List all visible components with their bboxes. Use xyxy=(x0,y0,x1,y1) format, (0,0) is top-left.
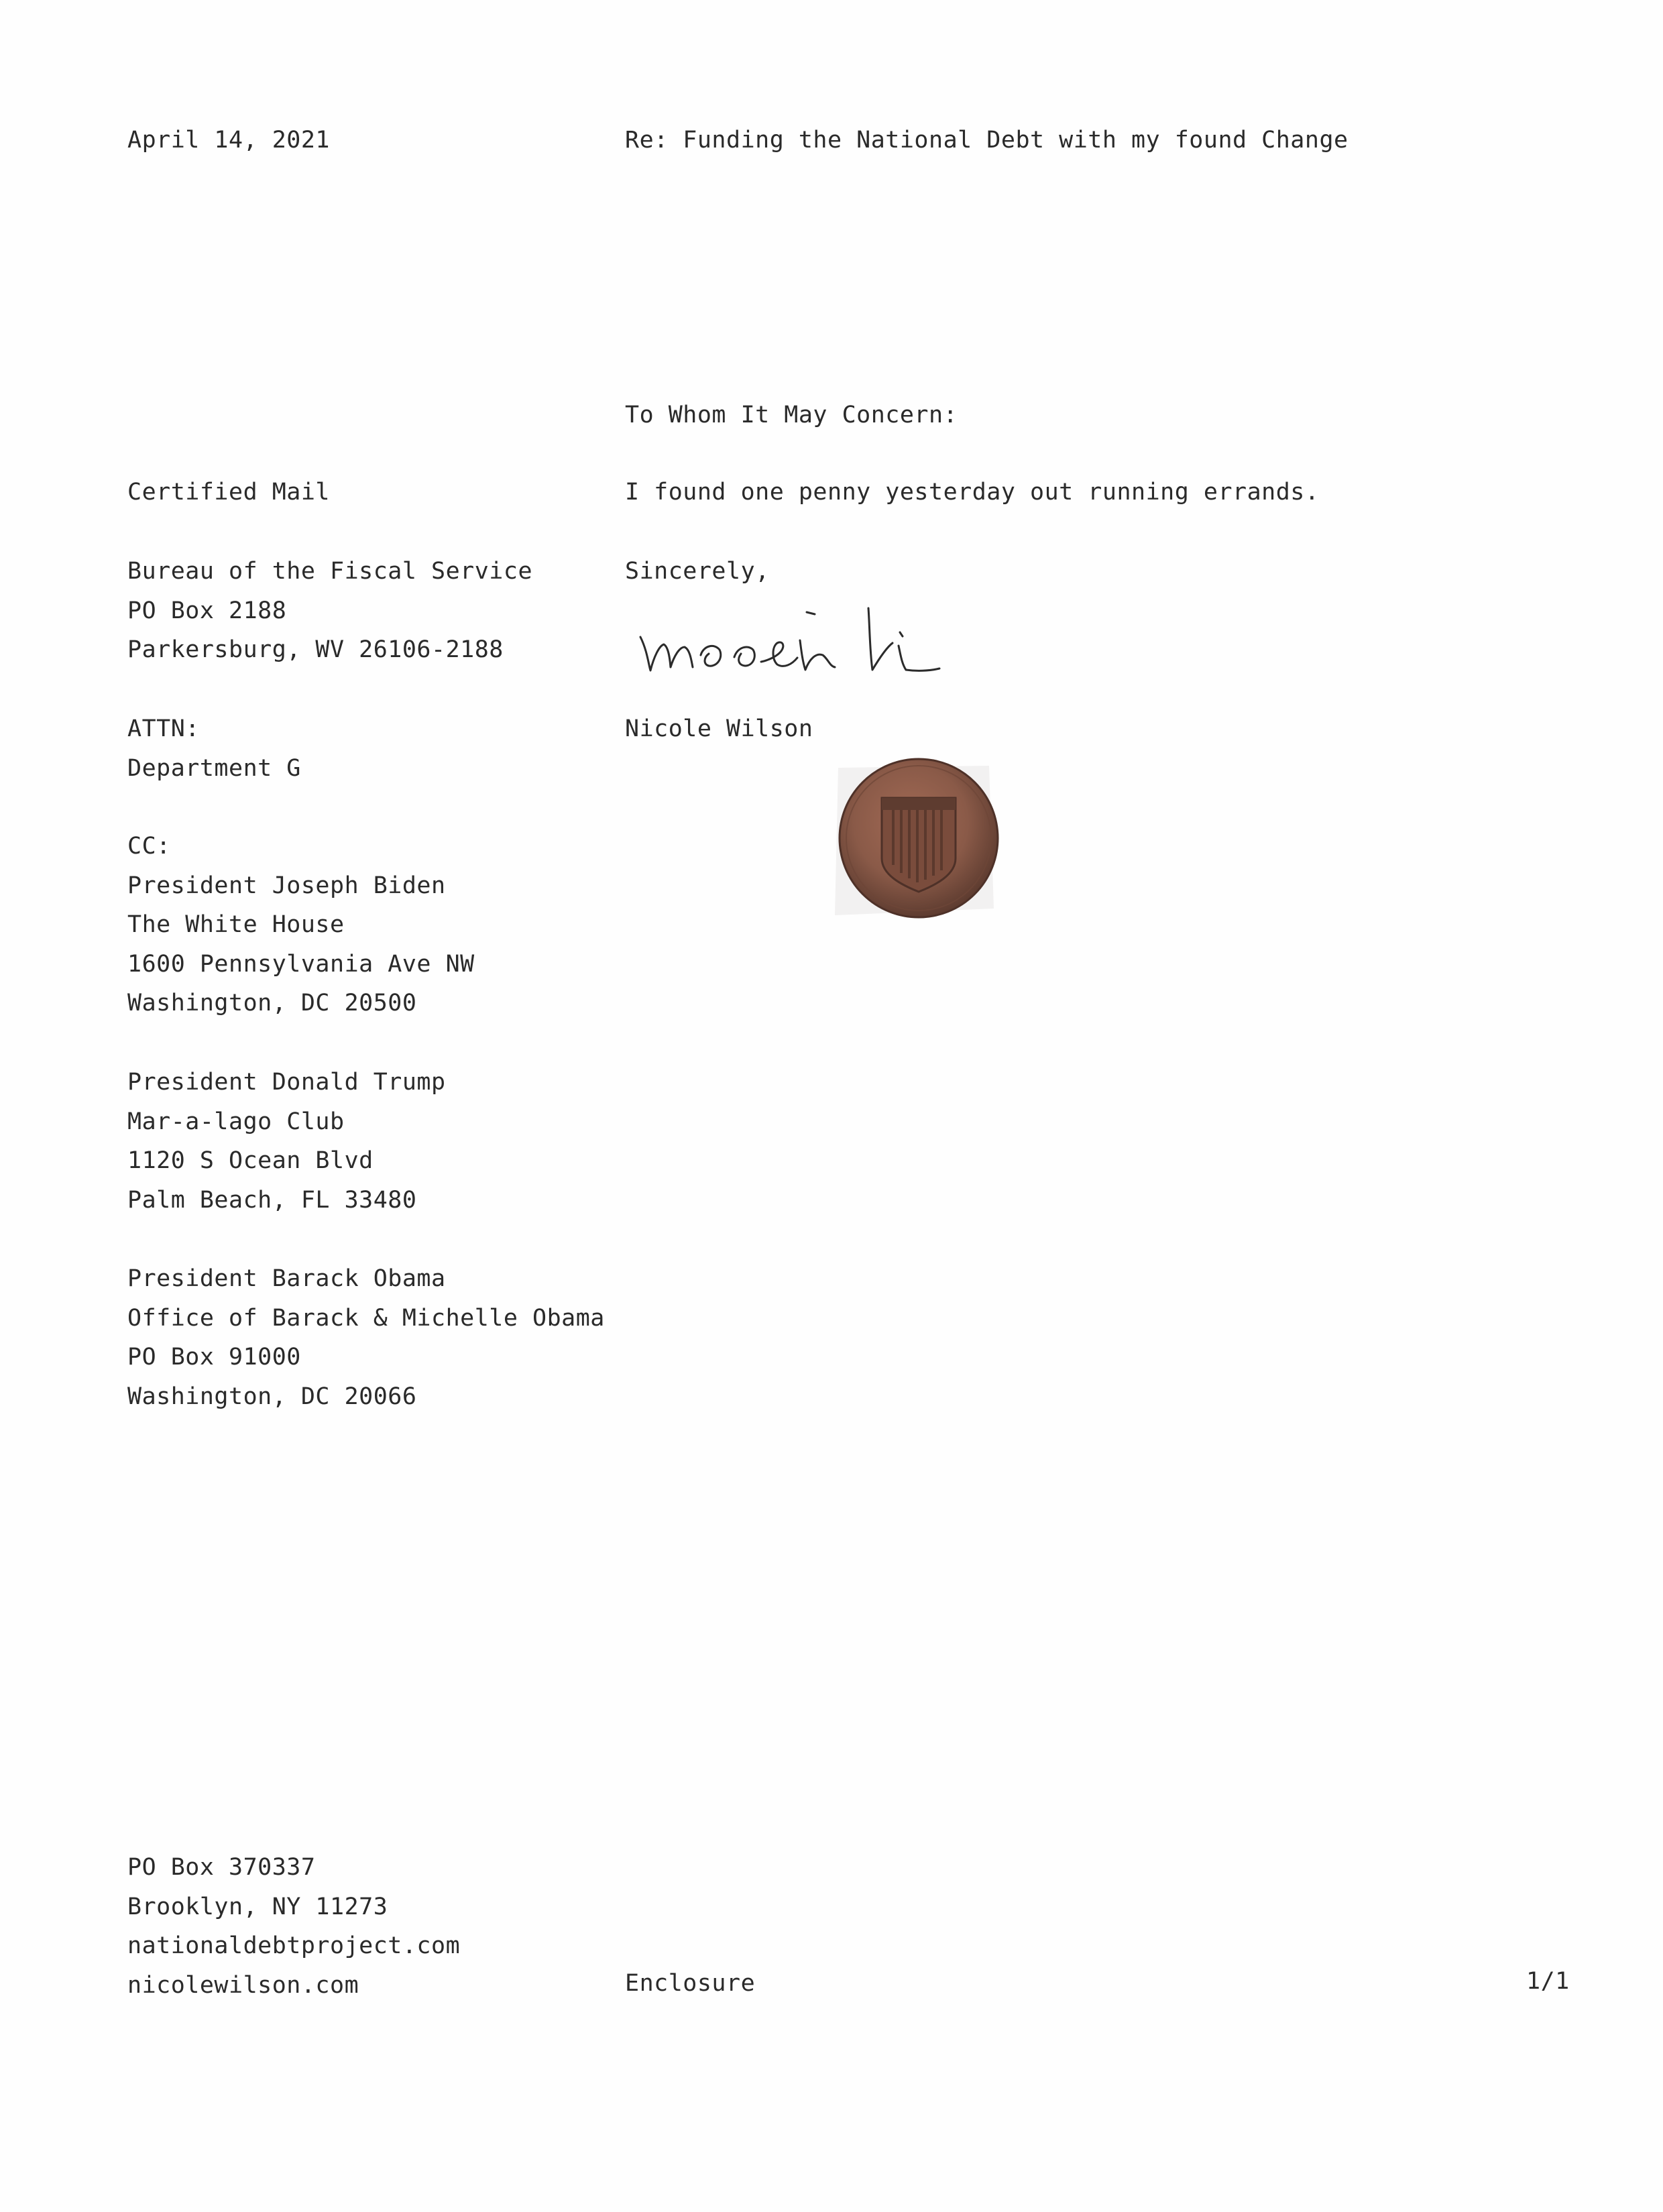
cc-line: President Donald Trump xyxy=(127,1069,446,1096)
sender-line: PO Box 370337 xyxy=(127,1854,316,1881)
cc-block xyxy=(127,827,475,1023)
cc-line: The White House xyxy=(127,911,345,938)
cc-line: Office of Barack & Michelle Obama xyxy=(127,1304,605,1332)
cc-line: Mar-a-lago Club xyxy=(127,1108,345,1135)
cc-trump-block xyxy=(127,1063,446,1220)
recipient-line: Parkersburg, WV 26106-2188 xyxy=(127,636,504,663)
signature-name: Nicole Wilson xyxy=(625,715,813,742)
sender-address xyxy=(127,1848,460,2005)
letter-subject: Re: Funding the National Debt with my found Change xyxy=(625,127,1349,154)
page-number: 1/1 xyxy=(1526,1968,1570,1995)
handwritten-signature xyxy=(634,600,982,687)
cc-obama-block xyxy=(127,1259,605,1416)
recipient-address xyxy=(127,552,532,670)
recipient-line: PO Box 2188 xyxy=(127,597,287,624)
recipient-line: Bureau of the Fiscal Service xyxy=(127,558,533,585)
cc-label: CC: xyxy=(127,833,171,860)
attn-label: ATTN: xyxy=(127,715,200,742)
letter-date: April 14, 2021 xyxy=(127,127,331,154)
mail-type: Certified Mail xyxy=(127,479,331,506)
attn-block xyxy=(127,709,301,788)
sender-line: nicolewilson.com xyxy=(127,1971,359,1999)
salutation: To Whom It May Concern: xyxy=(625,402,958,428)
cc-line: Palm Beach, FL 33480 xyxy=(127,1186,417,1214)
penny-image xyxy=(818,751,1019,939)
enclosure-label: Enclosure xyxy=(625,1970,756,1997)
cc-line: Washington, DC 20066 xyxy=(127,1383,417,1410)
cc-line: 1120 S Ocean Blvd xyxy=(127,1147,374,1174)
cc-line: President Joseph Biden xyxy=(127,872,446,899)
attn-department: Department G xyxy=(127,754,301,782)
cc-line: President Barack Obama xyxy=(127,1265,446,1292)
cc-line: Washington, DC 20500 xyxy=(127,990,417,1016)
cc-line: 1600 Pennsylvania Ave NW xyxy=(127,950,475,978)
sender-line: nationaldebtproject.com xyxy=(127,1932,461,1959)
closing: Sincerely, xyxy=(625,558,770,585)
cc-line: PO Box 91000 xyxy=(127,1344,301,1371)
letter-body: I found one penny yesterday out running errands. xyxy=(625,479,1320,506)
sender-line: Brooklyn, NY 11273 xyxy=(127,1893,388,1920)
